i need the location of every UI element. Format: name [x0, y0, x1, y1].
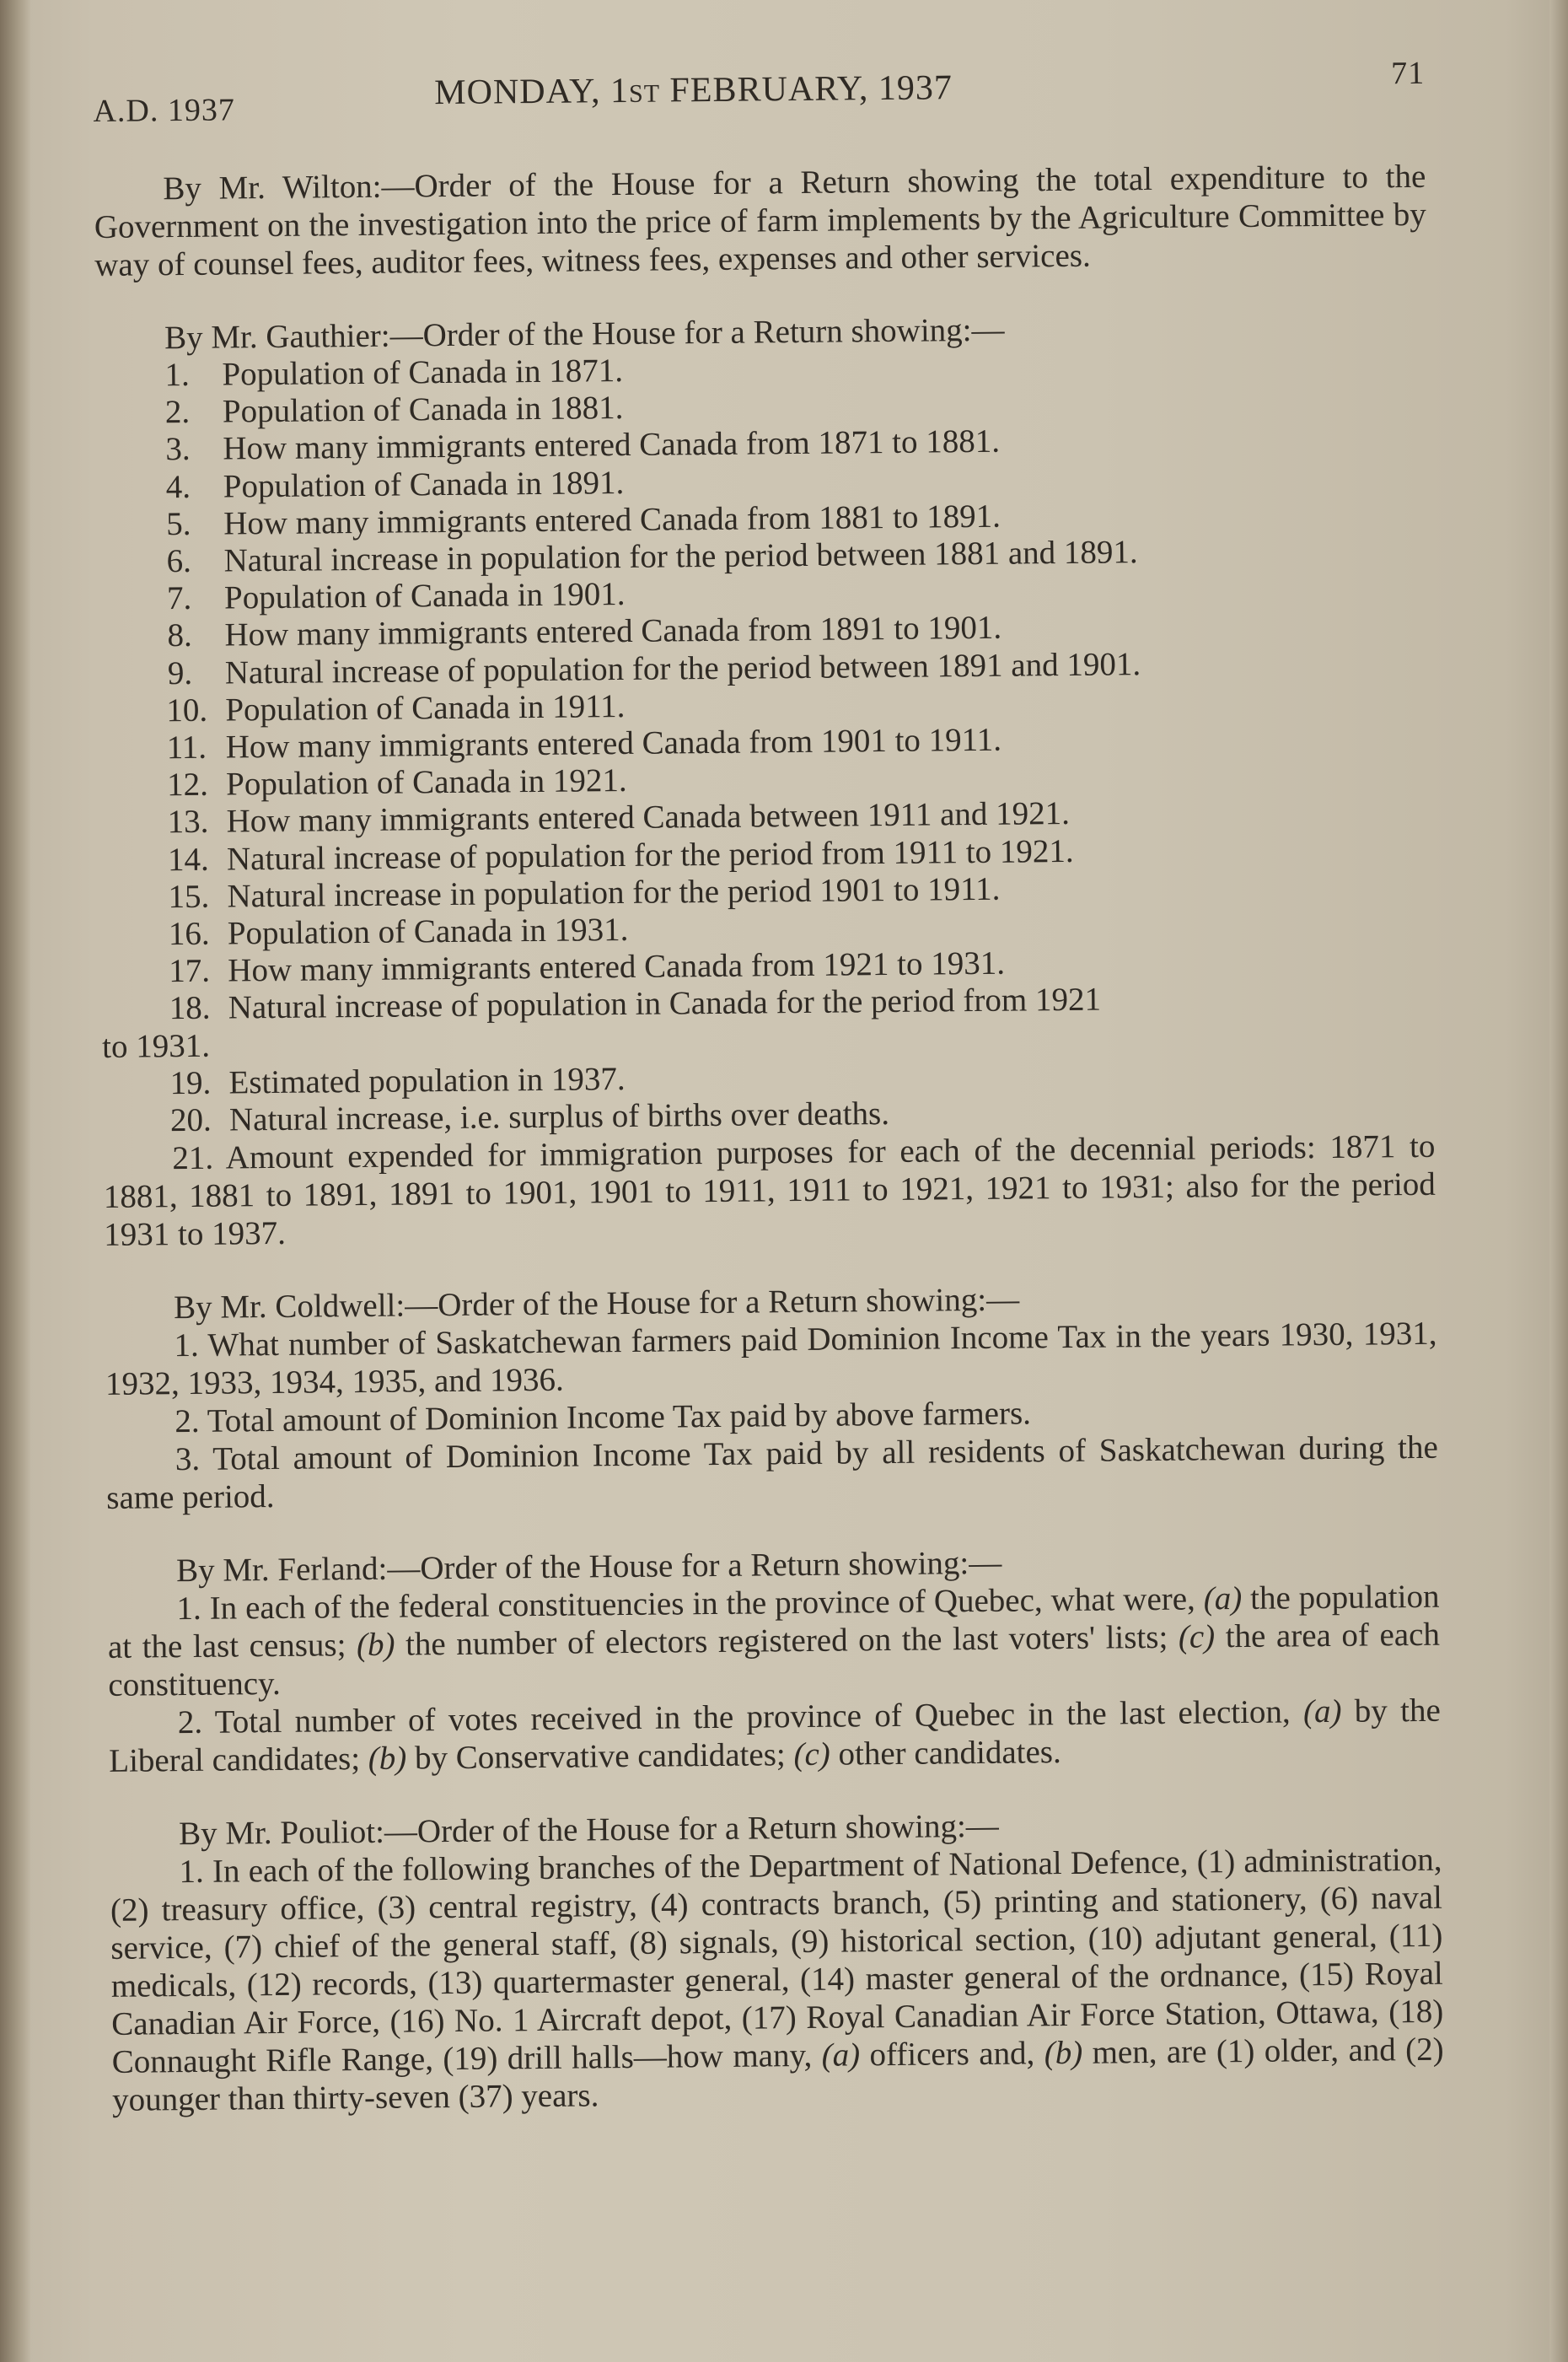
- page-number: 71: [1390, 55, 1426, 92]
- item-text: Natural increase in population for the period 1901 to 1911.: [227, 870, 1001, 915]
- header-date-suffix: FEBRUARY, 1937: [659, 68, 953, 110]
- motion-pouliot-intro: By Mr. Pouliot:—Order of the House for a Return showing:—: [178, 1808, 1000, 1853]
- header-date-prefix: MONDAY, 1: [434, 71, 630, 113]
- item-number: 18.: [169, 990, 211, 1027]
- motion-coldwell: [105, 1277, 1439, 1517]
- item-number: 8.: [167, 617, 192, 654]
- item-text: How many immigrants entered Canada from 1921 to 1931.: [228, 944, 1006, 989]
- item-text: Population of Canada in 1921.: [225, 762, 627, 803]
- motion-wilton-text: By Mr. Wilton:—Order of the House for a Return showing the total expenditure to the Government on the investigation into the price of farm implements by the Agriculture Committee by way of counsel fees, auditor fees, witness fees, expenses and other services.: [94, 158, 1426, 283]
- motion-ferland: [107, 1540, 1442, 1780]
- motion-gauthier-intro: By Mr. Gauthier:—Order of the House for a Return showing:—: [164, 311, 1005, 357]
- item-number: 11.: [166, 729, 207, 767]
- item-text: Natural increase of population for the period between 1891 and 1901.: [224, 645, 1141, 691]
- item-text: How many immigrants entered Canada from 1871 to 1881.: [223, 423, 1001, 467]
- gauthier-item-list: [95, 345, 1435, 1140]
- coldwell-item-2: 2. Total amount of Dominion Income Tax paid by above farmers.: [175, 1395, 1032, 1440]
- item-continuation: to 1931.: [101, 1027, 211, 1065]
- item-number: 13.: [167, 804, 209, 841]
- item-text: Population of Canada in 1911.: [225, 687, 626, 729]
- ferland-item-2: 2. Total number of votes received in the province of Quebec in the last election, (a) by the Liberal candidates; (b) by Conservative candidates; (c) other candidates.: [109, 1692, 1441, 1780]
- item-text: Population of Canada in 1871.: [222, 352, 624, 393]
- item-number: 20.: [169, 1101, 212, 1139]
- item-number: 14.: [167, 841, 209, 878]
- header-year: A.D. 1937: [93, 92, 236, 129]
- item-number: 3.: [165, 431, 191, 468]
- item-number: 4.: [165, 468, 191, 505]
- book-spine-shadow: [0, 0, 30, 2362]
- ferland-item-1: 1. In each of the federal constituencies in the province of Quebec, what were, (a) the population at the last census; (b) the number of electors registered on the last voters' lists; (c) the area of each constituency.: [107, 1579, 1441, 1704]
- motion-wilton: [94, 158, 1426, 284]
- item-number: 10.: [166, 691, 208, 729]
- item-text: Population of Canada in 1931.: [227, 911, 629, 952]
- page-edge: [1549, 0, 1568, 2362]
- item-number: 12.: [166, 766, 209, 804]
- item-text: Population of Canada in 1901.: [223, 576, 626, 616]
- gauthier-item-21: 21. Amount expended for immigration purposes for each of the decennial periods: 1871 to 1881, 1881 to 1891, 1891 to 1901, 1901 to 1911, 1911 to 1921, 1921 to 1931; also for the period 1931 to 1937.: [103, 1128, 1436, 1254]
- header-date: [434, 67, 953, 113]
- item-text: How many immigrants entered Canada from 1891 to 1901.: [224, 610, 1002, 654]
- header-date-ordinal: ST: [628, 79, 661, 108]
- coldwell-item-3: 3. Total amount of Dominion Income Tax paid by all residents of Saskatchewan during the same period.: [106, 1429, 1438, 1517]
- item-number: 16.: [168, 915, 210, 953]
- item-number: 5.: [165, 505, 191, 542]
- item-number: 9.: [167, 654, 193, 691]
- item-text: How many immigrants entered Canada from 1881 to 1891.: [223, 498, 1001, 542]
- motion-coldwell-intro: By Mr. Coldwell:—Order of the House for a Return showing:—: [173, 1281, 1020, 1326]
- item-number: 6.: [166, 542, 192, 580]
- item-number: 7.: [166, 580, 192, 617]
- item-text: How many immigrants entered Canada from 1901 to 1911.: [225, 721, 1002, 766]
- motion-pouliot: [110, 1803, 1444, 2119]
- item-number: 15.: [168, 878, 210, 916]
- item-text: Natural increase, i.e. surplus of births over deaths.: [228, 1095, 890, 1138]
- item-text: Population of Canada in 1881.: [222, 390, 624, 430]
- item-text: Estimated population in 1937.: [228, 1060, 626, 1101]
- item-text: Natural increase in population for the period between 1881 and 1891.: [223, 534, 1138, 579]
- item-number: 17.: [169, 952, 211, 990]
- coldwell-item-1: 1. What number of Saskatchewan farmers paid Dominion Income Tax in the years 1930, 1931, 1932, 1933, 1934, 1935, and 1936.: [105, 1316, 1437, 1403]
- journal-page-content: [93, 55, 1444, 2119]
- item-number: 1.: [164, 356, 190, 394]
- item-number: 2.: [164, 394, 191, 431]
- motion-ferland-intro: By Mr. Ferland:—Order of the House for a Return showing:—: [175, 1544, 1002, 1590]
- running-header: [93, 55, 1426, 135]
- item-text: Natural increase of population in Canada for the period from 1921: [228, 982, 1102, 1026]
- item-text: How many immigrants entered Canada between 1911 and 1921.: [226, 795, 1071, 840]
- motion-gauthier: [95, 307, 1436, 1254]
- item-text: Population of Canada in 1891.: [223, 464, 625, 505]
- item-number: 19.: [169, 1064, 212, 1102]
- item-text: Natural increase of population for the period from 1911 to 1921.: [226, 832, 1074, 878]
- pouliot-item-1: 1. In each of the following branches of the Department of National Defence, (1) administration, (2) treasury office, (3) central registry, (4) contracts branch, (5) printing and stationery, (6) naval service, (7) chief of the general staff, (8) signals, (9) historical section, (10) adjutant general, (11) medicals, (12) records, (13) quartermaster general, (14) master general of the ordnance, (15) Royal Canadian Air Force, (16) No. 1 Aircraft depot, (17) Royal Canadian Air Force Station, Ottawa, (18) Connaught Rifle Range, (19) drill halls—how many, (a) officers and, (b) men, are (1) older, and (2) younger than thirty-seven (37) years.: [110, 1842, 1444, 2119]
